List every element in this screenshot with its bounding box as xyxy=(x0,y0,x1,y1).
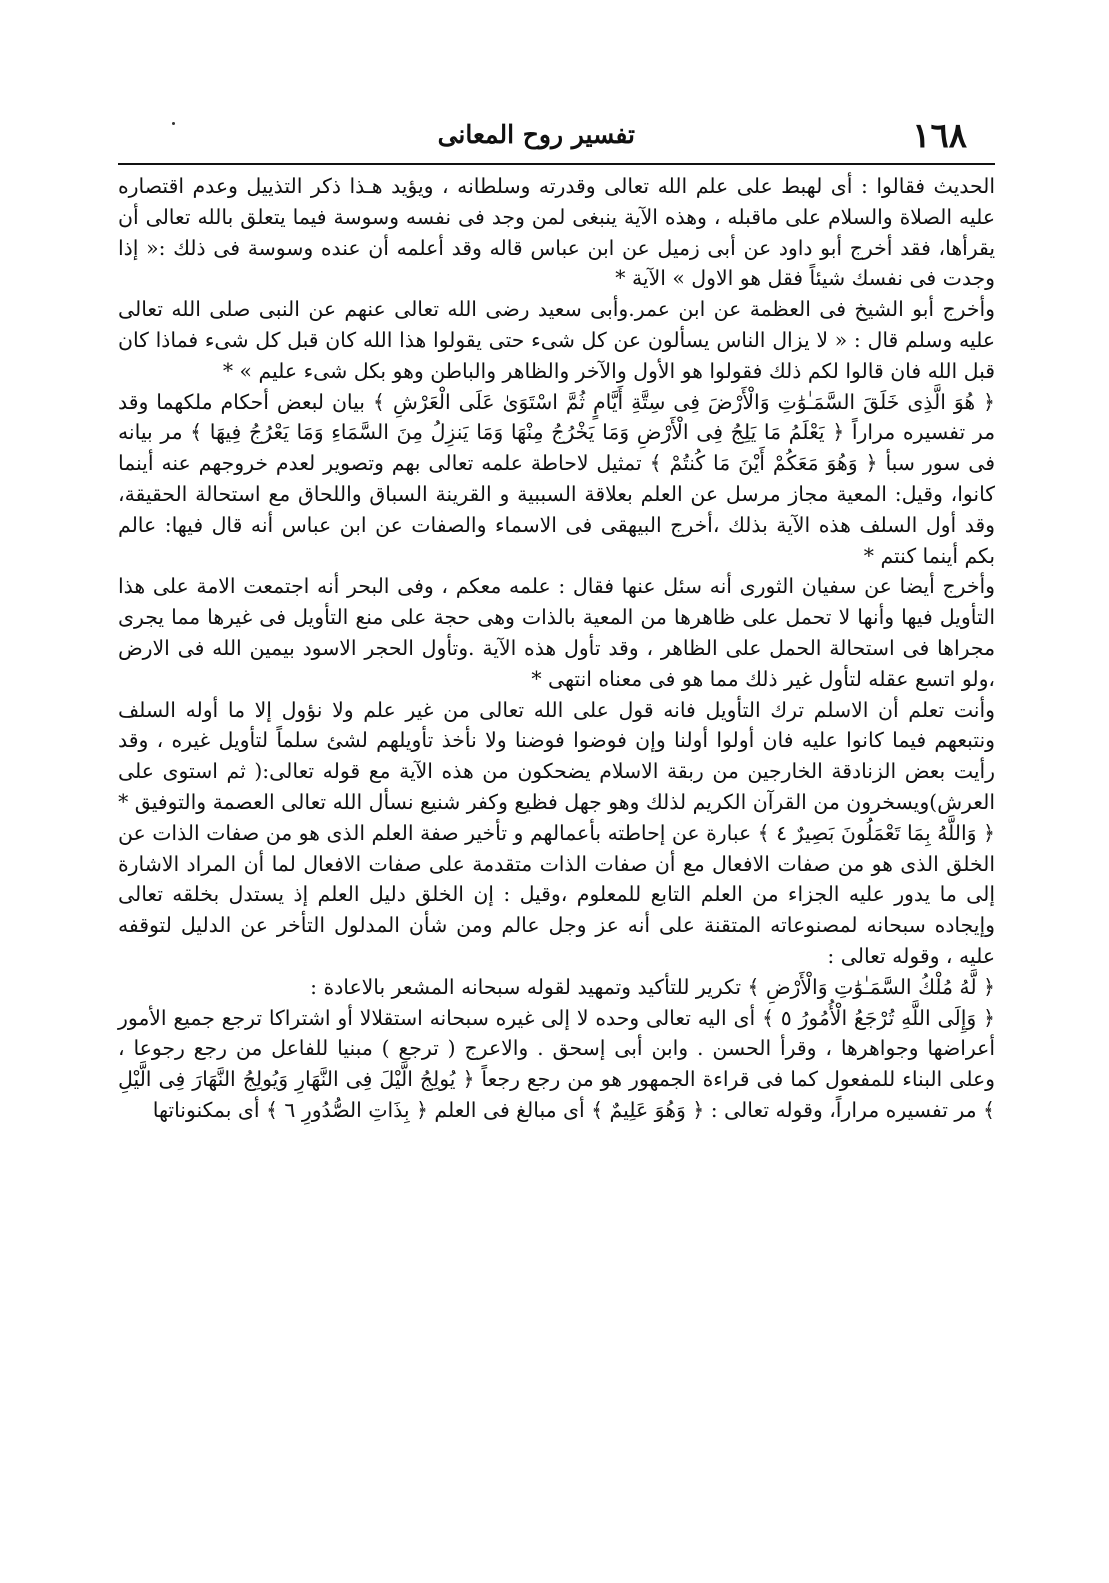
header-rule xyxy=(118,163,995,165)
paragraph: ﴿ وَإِلَى اللَّهِ تُرْجَعُ الْأُمُورُ ٥ ﴾ أى اليه تعالى وحده لا إلى غيره سبحانه استقلالا أو اشتراكا ترجع جميع الأمور أعراضها وجواهرها ، وقرأ الحسن . وابن أبى إسحق . والاعرج ( ترجع ) مبنيا للفاعل من رجع رجوعا ، وعلى البناء للمفعول كما فى قراءة الجمهور هو من رجع رجعاً ﴿ يُولِجُ الَّيْلَ فِى النَّهَارِ وَيُولِجُ النَّهَارَ فِى الَّيْلِ ﴾ مر تفسيره مراراً، وقوله تعالى : ﴿ وَهُوَ عَلِيمٌ ﴾ أى مبالغ فى العلم ﴿ بِذَاتِ الصُّدُورِ ٦ ﴾ أى بمكنوناتها xyxy=(118,1005,995,1122)
paragraph: وأخرج أبو الشيخ فى العظمة عن ابن عمر.وأبى سعيد رضى الله تعالى عنهم عن النبى صلى الله تعالى عليه وسلم قال : « لا يزال الناس يسألون عن كل شىء حتى يقولوا هذا الله كان قبل كل شىء فماذا كان قبل الله فان قالوا لكم ذلك فقولوا هو الأول والآخر والظاهر والباطن وهو بكل شىء عليم » * xyxy=(118,297,995,383)
page-number: ١٦٨ xyxy=(912,116,967,156)
body-text xyxy=(118,171,995,1126)
paragraph: وأخرج أيضا عن سفيان الثورى أنه سئل عنها فقال : علمه معكم ، وفى البحر أنه اجتمعت الامة على هذا التأويل فيها وأنها لا تحمل على ظاهرها من المعية بالذات وهى حجة على منع التأويل فى غيرها مما يجرى مجراها فى استحالة الحمل على الظاهر ، وقد تأول هذه الآية .وتأول الحجر الاسود بيمين الله فى الارض ،ولو اتسع عقله لتأول غير ذلك مما هو فى معناه انتهى * xyxy=(118,574,995,691)
ink-speck xyxy=(172,122,175,125)
paragraph: ﴿ هُوَ الَّذِى خَلَقَ السَّمَـٰوَٰتِ وَالْأَرْضَ فِى سِتَّةِ أَيَّامٍ ثُمَّ اسْتَوَىٰ عَلَى الْعَرْشِ ﴾ بيان لبعض أحكام ملكهما وقد مر تفسيره مراراً ﴿ يَعْلَمُ مَا يَلِجُ فِى الْأَرْضِ وَمَا يَخْرُجُ مِنْهَا وَمَا يَنزِلُ مِنَ السَّمَاءِ وَمَا يَعْرُجُ فِيهَا ﴾ مر بيانه فى سور سبأ ﴿ وَهُوَ مَعَكُمْ أَيْنَ مَا كُنتُمْ ﴾ تمثيل لاحاطة علمه تعالى بهم وتصوير لعدم خروجهم عنه أينما كانوا، وقيل: المعية مجاز مرسل عن العلم بعلاقة السببية و القرينة السباق واللحاق مع استحالة الحقيقة، وقد أول السلف هذه الآية بذلك ،أخرج البيهقى فى الاسماء والصفات عن ابن عباس أنه قال فيها: عالم بكم أينما كنتم * xyxy=(118,389,995,568)
page-header xyxy=(120,112,995,160)
running-title: تفسير روح المعانى xyxy=(437,120,635,149)
paragraph: وأنت تعلم أن الاسلم ترك التأويل فانه قول على الله تعالى من غير علم ولا نؤول إلا ما أوله السلف ونتبعهم فيما كانوا عليه فان أولوا أولنا وإن فوضوا فوضنا ولا نأخذ تأويلهم لشئ سلماً لتأويل غيره ، وقد رأيت بعض الزنادقة الخارجين من ربقة الاسلام يضحكون من هذه الآية مع قوله تعالى:( ثم استوى على العرش)ويسخرون من القرآن الكريم لذلك وهو جهل فظيع وكفر شنيع نسأل الله تعالى العصمة والتوفيق * xyxy=(118,697,995,814)
paragraph: ﴿ لَّهُ مُلْكُ السَّمَـٰوَٰتِ وَالْأَرْضِ ﴾ تكرير للتأكيد وتمهيد لقوله سبحانه المشعر بالاعادة : xyxy=(310,974,995,999)
paragraph: الحديث فقالوا : أى لهبط على علم الله تعالى وقدرته وسلطانه ، ويؤيد هـذا ذكر التذييل وعدم اقتصاره عليه الصلاة والسلام على ماقبله ، وهذه الآية ينبغى لمن وجد فى نفسه وسوسة فيما يتعلق بالله تعالى أن يقرأها، فقد أخرج أبو داود عن أبى زميل عن ابن عباس قاله وقد أعلمه أن عنده وسوسة فى ذلك :« إذا وجدت فى نفسك شيئاً فقل هو الاول » الآية * xyxy=(118,174,995,291)
paragraph: ﴿ وَاللَّهُ بِمَا تَعْمَلُونَ بَصِيرٌ ٤ ﴾ عبارة عن إحاطته بأعمالهم و تأخير صفة العلم الذى هو من صفات الذات عن الخلق الذى هو من صفات الافعال مع أن صفات الذات متقدمة على صفات الافعال لما أن المراد الاشارة إلى ما يدور عليه الجزاء من العلم التابع للمعلوم ،وقيل : إن الخلق دليل العلم إذ يستدل بخلقه تعالى وإيجاده سبحانه لمصنوعاته المتقنة على أنه عز وجل عالم ومن شأن المدلول التأخر عن الدليل لتوقفه عليه ، وقوله تعالى : xyxy=(118,820,995,968)
